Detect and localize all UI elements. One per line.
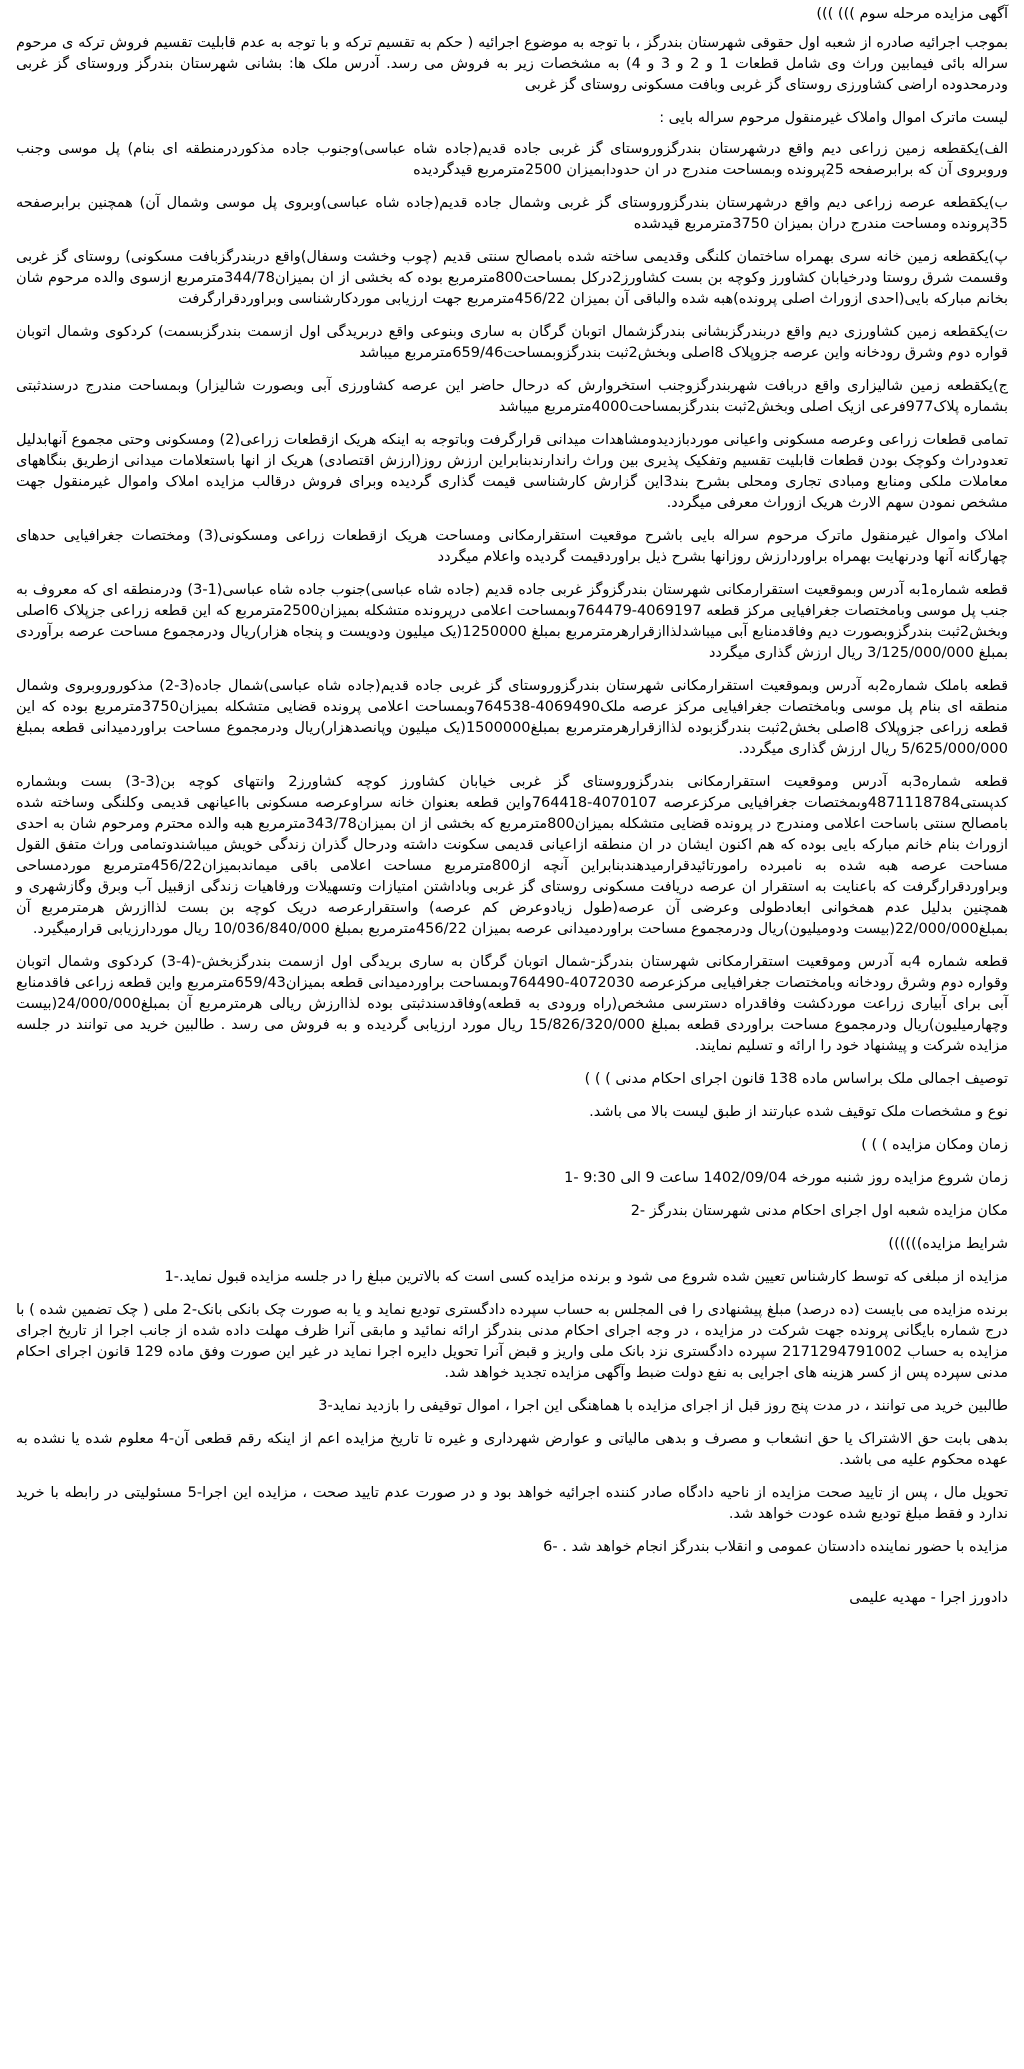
auction-notice [10,0,1014,1609]
plot-4-paragraph: قطعه شماره 4به آدرس وموقعیت استقرارمکانی شهرستان بندرگز-شمال اتوبان گرگان به ساری بریدگی اول ازسمت بندرگزبخش-(4-3) کردکوی وشمال اتوبان وقواره دوم وشرق رودخانه وبامختصات جغرافیایی مرکزعرصه 4072030-764490وبمساحت براوردمیدانی قطعه بمیزان659/43مترمربع واین قطعه زراعی فاقدمنابع آبی برای آبیاری زراعت موردکشت وفاقدراه دسترسی مشخص(راه ورودی به قطعه)وفاقدسندثبتی بوده لذاارزش ریالی هرمترمربع آن بمبلغ24/000/000(بیست وچهارمیلیون)ریال ودرمجموع مساحت براوردی قطعه بمبلغ 15/826/320/000 ریال مورد ارزیابی گردیده و به فروش می رسد . طالبین خرید می توانند در جلسه مزایده شرکت و پیشنهاد خود را ارائه و تسلیم نمایند. [16,954,1009,1054]
plot-3-paragraph: قطعه شماره3به آدرس وموقعیت استقرارمکانی بندرگزوروستای گز غربی خیابان کشاورز کوچه کشاورز2 وانتهای کوچه بن(3-3) بست وبشماره کدپستی4871118784وبمختصات جغرافیایی مرکزعرصه 4070107-764418واین قطعه بعنوان خانه سراوعرصه مسکونی بااعیانهی قدیمی وکلنگی وساخته شده بامصالح سنتی باساحت اعلامی ومندرج در پرونده قضایی متشکله بمیزان800مترمربع که بخشی از ان بمیزان343/78مترمربع هبه والده محترم ومرحوم شان به احدی ازوراث بنام خانم مبارکه بایی بوده که هم اکنون ایشان در ان منطقه ازاعیانی قدیمی سکونت داشته ودرحال گذران زندگی خویش میباشندوتمامی وراث متفق القول مساحت عرصه هبه شده به نامبرده رامورتائیدقرارمیدهندبنابراین آنچه از800مترمربع مساحت اعلامی باقی میماندبمیزان456/22مترمربع موردمساحی وبراوردقرارگرفت که باعنایت به استقرار ان عرصه دریافت مسکونی روستای گز غربی وباداشتن امتیازات وتسهیلات ورفاهیات زندگی ازقبیل آب وبرق وگازشهری و همچنین بدلیل عدم همخوانی ابعادطولی وعرضی آن عرصه(طول زیادوعرض کم عرصه) واستقرارعرصه دریک کوچه بن بست لذاازرش هرمترمربع آن بمبلغ22/000/000(بیست ودومیلیون)ریال ودرمجموع مساحت براوردمیدانی عرصه بمیزان 456/22مترمربع بمبلغ 10/036/840/000 ریال موردارزیابی قرارمیگیرد. [16,774,1009,937]
condition-2: برنده مزایده می بایست (ده درصد) مبلغ پیشنهادی را فی المجلس به حساب سپرده دادگستری تودیع نماید و یا به صورت چک بانکی بانک-2 ملی ( چک تضمین شده ) با درج شماره بایگانی پرونده جهت شرکت در مزایده ، در وجه اجرای احکام مدنی بندرگز ارائه نمائید و مابقی آنرا ظرف مهلت داده شده از جانب اجرا از تاریخ اجرای مزایده به حساب 2171294791002 سپرده دادگستری نزد بانک ملی واریز و قبض آنرا تحویل دایره اجرا نماید در غیر این صورت وفق ماده 129 قانون اجرای احکام مدنی سپرده پس از کسر هزینه های اجرایی به نفع دولت ضبط وآگهی مزایده تجدید خواهد شد. [16,1302,1008,1381]
appraisal-paragraph: تمامی قطعات زراعی وعرصه مسکونی واعیانی موردبازدیدومشاهدات میدانی قرارگرفت وباتوجه به اینکه هریک ازقطعات زراعی(2) ومسکونی وحتی مجموع آنهابدلیل تعدودراث وکوچک بودن قطعات قابلیت تقسیم وتفکیک پذیری بین وراث راندارندبنابراین ارزش روز(ارزش اقتصادی) هریک از انها باستعلامات میدانی ازطریق بنگاههای معاملات ملکی ومنابع ومبادی تجاری ومحلی بشرح بند3این گزارش کارشناسی قیمت گذاری گردیده وبرای فروش درقالب مزایده املاک واموال غیرمنقول جهت مشخص نمودن سهم الارث هریک ازوراث معرفی میگردد. [16,432,1008,511]
condition-3: طالبین خرید می توانند ، در مدت پنج روز قبل از اجرای مزایده با هماهنگی این اجرا ، اموال توقیفی را بازدید نماید-3 [318,1398,1008,1414]
auction-time-line: زمان شروع مزایده روز شنبه مورخه 1402/09/04 ساعت 9 الی 9:30 -1 [564,1170,1008,1186]
conditions-heading: شرایط مزایده)))))) [888,1236,1008,1252]
notice-title: آگهی مزایده مرحله سوم ))) ))) [816,6,1008,22]
plot-1-paragraph: قطعه شماره1به آدرس وبموقعیت استقرارمکانی شهرستان بندرگزوگز غربی جاده قدیم (جاده شاه عباسی)جنوب جاده شاه عباسی(1-3) ودرمنطقه ای که معروف به جنب پل موسی وبامختصات جغرافیایی مرکز قطعه 4069197-764479وبمساحت اعلامی درپرونده متشکله بمیزان2500مترمربع که این قطعه زراعی جزپلاک 6اصلی وبخش2ثبت بندرگزوبصورت دیم وفاقدمنابع آبی میباشدلذاازقرارهرمترمربع بمبلغ 1250000(یک میلیون ودویست و پنجاه هزار)ریال ودرمجموع مساحت عرصه برآوردی بمبلغ 3/125/000/000 ریال ارزش گذاری میگردد [16,582,1009,661]
condition-4: بدهی بابت حق الاشتراک یا حق انشعاب و مصرف و بدهی مالیاتی و عوارض شهرداری و غیره تا تاریخ مزایده اعم از اینکه رقم قطعی آن-4 معلوم شده یا نشده به عهده محکوم علیه می باشد. [16,1431,1008,1468]
signature-line: دادورز اجرا - مهدیه علیمی [849,1590,1008,1606]
property-item-jim: ج)یکقطعه زمین شالیزاری واقع دربافت شهربندرگزوجنب استخروارش که درحال حاضر این عرصه کشاورزی آبی وبصورت شالیزار) وبمساحت مندرج درسندثبتی بشماره پلاک977فرعی ازیک اصلی وبخش2ثبت بندرگزبمساحت4000مترمربع میباشد [16,378,1008,415]
condition-5: تحویل مال ، پس از تایید صحت مزایده از ناحیه دادگاه صادر کننده اجرائیه خواهد بود و در صورت عدم تایید صحت ، مزایده این اجرا-5 مسئولیتی در رابطه با خرید ندارد و فقط مبلغ تودیع شده عودت خواهد شد. [16,1485,1008,1522]
specifications-paragraph: املاک واموال غیرمنقول ماترک مرحوم سراله بایی باشرح موقعیت استقرارمکانی ومساحت هریک ازقطعات زراعی ومسکونی(3) ومختصات جغرافیایی حدهای چهارگانه آنها ودرنهایت بهمراه براوردارزش روزانها بشرح ذیل براوردقیمت گردیده واعلام میگردد [16,528,1008,565]
property-item-te: ت)یکقطعه زمین کشاورزی دیم واقع دربندرگزبشانی بندرگزشمال اتوبان گرگان به ساری وبنوعی واقع دربریدگی اول ازسمت بندرگزبسمت) کردکوی وشمال اتوبان قواره دوم وشرق رودخانه واین عرصه جزوپلاک 8اصلی وبخش2ثبت بندرگزوبمساحت659/46مترمربع میباشد [16,324,1008,361]
property-item-alef: الف)یکقطعه زمین زراعی دیم واقع درشهرستان بندرگزوروستای گز غربی جاده قدیم(جاده شاه عباسی)وجنوب جاده مذکوردرمنطقه ای بنام) پل موسی وجنب وروبروی آن که برابرصفحه 25پرونده وبمساحت مندرج در ان حدودابمیزان 2500مترمربع قیدگردیده [16,141,1008,178]
plot-2-paragraph: قطعه باملک شماره2به آدرس وبموقعیت استقرارمکانی شهرستان بندرگزوروستای گز غربی جاده قدیم(جاده شاه عباسی)شمال جاده(3-2) مذکوروروبروی وشمال منطقه ای بنام پل موسی وبامختصات جغرافیایی مرکز عرصه ملک4069490-764538وبمساحت اعلامی پرونده قضایی متشکله بمیزان3750مترمربع بوده که این قطعه زراعی جزوپلاک 8اصلی بخش2ثبت بندرگزبوده لذاازقرارهرمترمربع بمبلغ1500000(یک میلیون وپانصدهزار)ریال ودرمجموع مساحت براوردمیدانی قطعه بمبلغ 5/625/000/000 ریال ارزش گذاری میگردد. [16,678,1009,757]
legal-basis-line: توصیف اجمالی ملک براساس ماده 138 قانون اجرای احکام مدنی ) ) ) [584,1071,1008,1087]
property-list-heading: لیست ماترک اموال واملاک غیرمنقول مرحوم سراله بایی : [659,110,1008,126]
property-item-pe: پ)یکقطعه زمین خانه سری بهمراه ساختمان کلنگی وقدیمی ساخته شده بامصالح سنتی قدیم (چوب وخشت وسفال)واقع دربندرگزبافت مسکونی) روستای گز غربی وقسمت شرق روستا ودرخیابان کشاورز وکوچه بن بست کشاورز2درکل بمساحت800مترمربع بوده که بخشی از ان بمیزان344/78مترمربع ازسوی والده مرحوم شان بخانم مبارکه بایی(احدی ازوراث اصلی پرونده)هبه شده والباقی آن بمیزان 456/22مترمربع جهت ارزیابی موردکارشناسی وبراوردقرارگرفت [16,249,1008,307]
auction-place-line: مکان مزایده شعبه اول اجرای احکام مدنی شهرستان بندرگز -2 [630,1203,1008,1219]
condition-1: مزایده از مبلغی که توسط کارشناس تعیین شده شروع می شود و برنده مزایده کسی است که بالاترین مبلغ را در جلسه مزایده قبول نماید.-1 [164,1269,1008,1285]
condition-6: مزایده با حضور نماینده دادستان عمومی و انقلاب بندرگز انجام خواهد شد . -6 [543,1539,1008,1555]
property-item-be: ب)یکقطعه عرصه زراعی دیم واقع درشهرستان بندرگزوروستای گز غربی وشمال جاده قدیم(جاده شاه عباسی)وبروی پل موسی وشمال آن) همچنین برابرصفحه 35پرونده ومساحت مندرج دران بمیزان 3750مترمربع قیدشده [16,195,1008,232]
intro-paragraph: بموجب اجرائیه صادره از شعبه اول حقوقی شهرستان بندرگز ، با توجه به موضوع اجرائیه ( حکم به تقسیم ترکه و با توجه به عدم قابلیت تقسیم فروش ترکه ی مرحوم سراله بائی فیمابین وراث وی شامل قطعات 1 و 2 و 3 و 4) به مشخصات زیر به فروش می رسد. آدرس ملک ها: بشانی شهرستان بندرگز وروستای گز غربی ودرمحدوده اراضی کشاورزی روستای گز غربی وبافت مسکونی روستای گز غربی [16,35,1009,93]
seized-property-line: نوع و مشخصات ملک توقیف شده عبارتند از طبق لیست بالا می باشد. [589,1104,1008,1120]
time-place-heading: زمان ومکان مزایده ) ) ) [861,1137,1008,1153]
